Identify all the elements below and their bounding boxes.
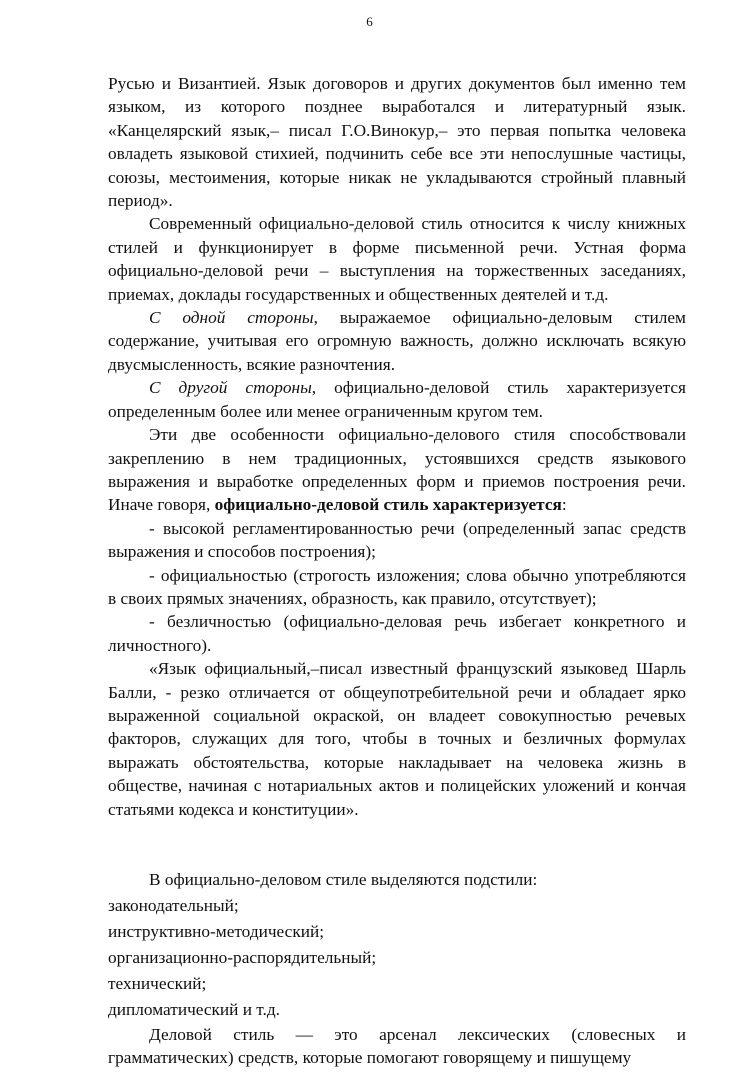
paragraph-4-text: , официально-деловой стиль характеризуется определенным более или менее ограниченным кругом тем.: [108, 378, 686, 421]
paragraph-gap: [108, 821, 686, 867]
feature-item-1: - высокой регламентированностью речи (определенный запас средств выражения и способов построения);: [108, 518, 686, 562]
page-number: 6: [366, 14, 373, 29]
substyle-item: технический;: [108, 974, 207, 993]
bally-quote: «Язык официальный,–писал известный французский языковед Шарль Балли, - резко отличается от общеупотребительной речи и обладает ярко выраженной социальной окраской, он владеет совокупностью речевых факторов, служащих для того, чтобы в точных и безличных формулах выражать обстоятельства, которые накладывает на человека жизнь в обществе, начиная с нотариальных актов и полицейских уложений и кончая статьями кодекса и конституции».: [108, 659, 686, 819]
substyle-item: инструктивно-методический;: [108, 922, 325, 941]
paragraph-5-text: Эти две особенности официально-делового стиля способствовали закреплению в нем традиционных, устоявшихся средств языкового выражения и выработке определенных форм и приемов построения речи. Иначе говоря,: [108, 425, 686, 515]
feature-item-3: - безличностью (официально-деловая речь избегает конкретного и личностного).: [108, 612, 686, 655]
substyles-list: [108, 867, 686, 1023]
paragraph-4: [108, 376, 686, 423]
paragraph-5-end: :: [561, 495, 567, 515]
paragraph-2: Современный официально-деловой стиль относится к числу книжных стилей и функционирует в форме письменной речи. Устная форма официально-деловой речи – выступления на торжественных заседаниях, приемах, доклады государственных и общественных деятелей и т.д.: [108, 214, 686, 304]
paragraph-3-text: , выражаемое официально-деловым стилем содержание, учитывая его огромную важность, должно исключать всякую двусмысленность, всякие разночтения.: [108, 308, 686, 374]
paragraph-4-emphasis: С другой стороны: [149, 378, 312, 398]
substyles-intro: В официально-деловом стиле выделяются подстили:: [149, 870, 538, 889]
substyle-item: организационно-распорядительный;: [108, 948, 377, 967]
paragraph-3-emphasis: С одной стороны: [149, 308, 314, 328]
closing-paragraph: Деловой стиль — это арсенал лексических (словесных и грамматических) средств, которые помогают говорящему и пишущему: [108, 1025, 686, 1068]
substyle-item: законодательный;: [108, 896, 239, 915]
substyle-item: дипломатический и т.д.: [108, 1000, 280, 1019]
paragraph-3: [108, 306, 686, 376]
page-body: [108, 72, 686, 1070]
paragraph-5-bold: официально-деловой стиль характеризуется: [214, 495, 562, 515]
paragraph-1: Русью и Византией. Язык договоров и других документов был именно тем языком, из которого позднее выработался и литературный язык. «Канцелярский язык,– писал Г.О.Винокур,– это первая попытка человека овладеть языковой стихией, подчинить себе все эти непослушные частицы, союзы, местоимения, которые никак не укладываются стройный плавный период».: [108, 74, 686, 211]
paragraph-5: [108, 423, 686, 517]
feature-item-2: - официальностью (строгость изложения; слова обычно употребляются в своих прямых значениях, образность, как правило, отсутствует);: [108, 565, 686, 608]
